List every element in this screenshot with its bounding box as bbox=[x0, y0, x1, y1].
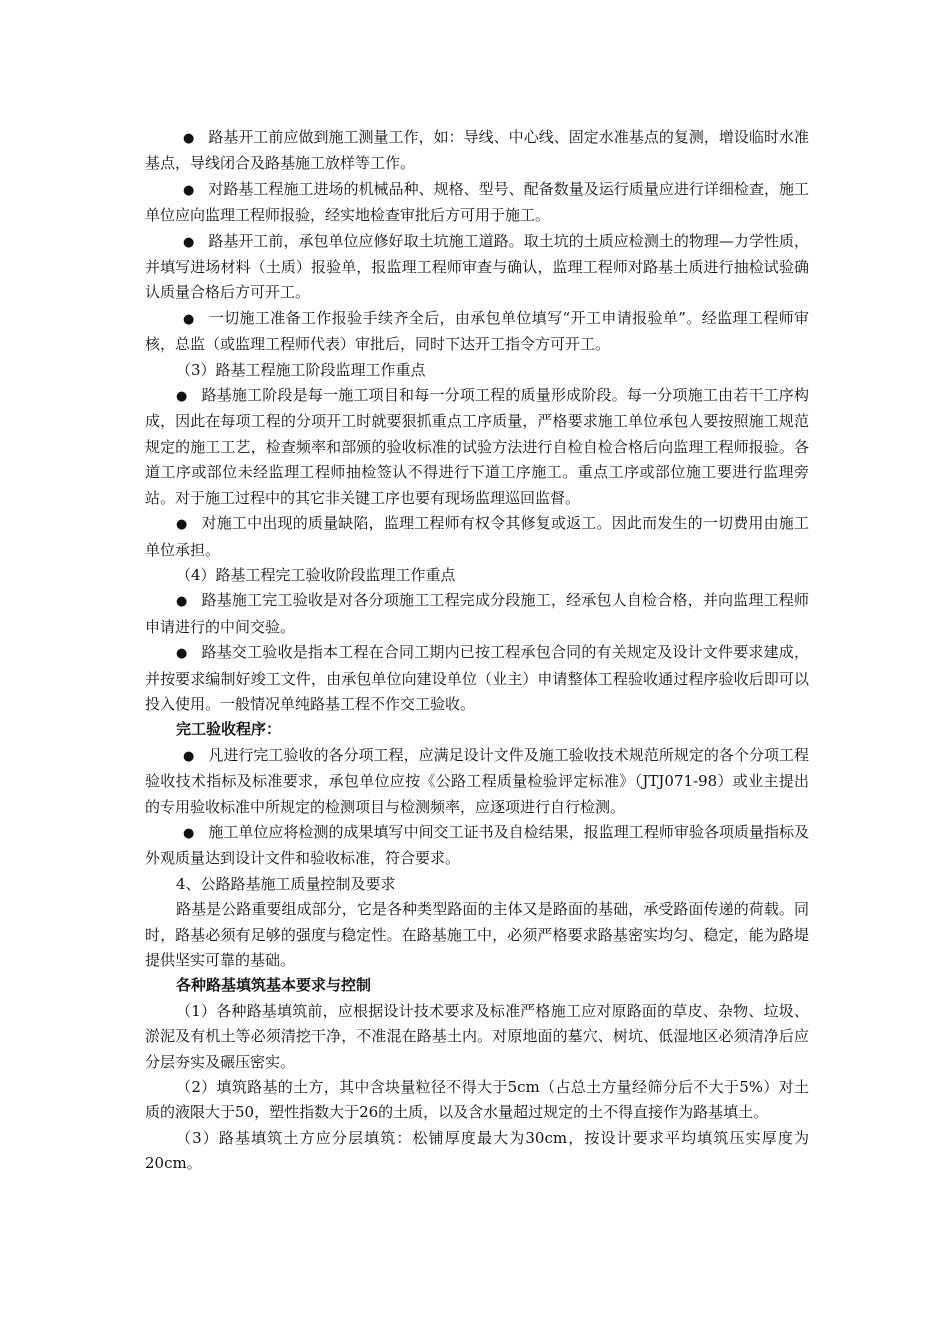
bullet-paragraph: ● 对路基工程施工进场的机械品种、规格、型号、配备数量及运行质量应进行详细检查，施工单位应向监理工程师报验，经实地检查审批后方可用于施工。 bbox=[145, 177, 809, 229]
bullet-paragraph: ● 施工单位应将检测的成果填写中间交工证书及自检结果，报监理工程师审验各项质量指标及外观质量达到设计文件和验收标准，符合要求。 bbox=[145, 820, 809, 872]
section-heading: 4、公路路基施工质量控制及要求 bbox=[176, 874, 396, 893]
section-heading: （4）路基工程完工验收阶段监理工作重点 bbox=[176, 565, 456, 584]
section-heading: （3）路基工程施工阶段监理工作重点 bbox=[176, 360, 426, 379]
document-page bbox=[145, 125, 809, 1177]
bullet-paragraph: ● 对施工中出现的质量缺陷，监理工程师有权令其修复或返工。因此而发生的一切费用由施工单位承担。 bbox=[145, 511, 809, 563]
body-paragraph: （3）路基填筑土方应分层填筑：松铺厚度最大为30cm，按设计要求平均填筑压实厚度为20cm。 bbox=[145, 1128, 809, 1173]
bullet-paragraph: ● 凡进行完工验收的各分项工程，应满足设计文件及施工验收技术规范所规定的各个分项工程验收技术指标及标准要求，承包单位应按《公路工程质量检验评定标准》（JTJ071-98）或业主提出的专用验收标准中所规定的检测项目与检测频率，应逐项进行自行检测。 bbox=[145, 743, 809, 820]
bullet-paragraph: ● 一切施工准备工作报验手续齐全后，由承包单位填写“开工申请报验单”。经监理工程师审核，总监（或监理工程师代表）审批后，同时下达开工指令方可开工。 bbox=[145, 306, 809, 358]
bullet-paragraph: ● 路基交工验收是指本工程在合同工期内已按工程承包合同的有关规定及设计文件要求建成，并按要求编制好竣工文件，由承包单位向建设单位（业主）申请整体工程验收通过程序验收后即可以投入使用。一般情况单纯路基工程不作交工验收。 bbox=[145, 640, 809, 717]
bullet-paragraph: ● 路基开工前应做到施工测量工作，如：导线、中心线、固定水准基点的复测，增设临时水准基点，导线闭合及路基施工放样等工作。 bbox=[145, 125, 809, 177]
bold-heading: 完工验收程序： bbox=[176, 720, 282, 739]
body-paragraph: （2）填筑路基的土方，其中含块量粒径不得大于5cm（占总土方量经筛分后不大于5%）对土质的液限大于50，塑性指数大于26的土质，以及含水量超过规定的土不得直接作为路基填土。 bbox=[145, 1078, 809, 1122]
body-paragraph: （1）各种路基填筑前，应根据设计技术要求及标准严格施工应对原路面的草皮、杂物、垃圾、淤泥及有机土等必须清挖干净，不准混在路基土内。对原地面的墓穴、树坑、低湿地区必须清净后应分层夯实及碾压密实。 bbox=[145, 1001, 809, 1071]
body-paragraph: 路基是公路重要组成部分，它是各种类型路面的主体又是路面的基础，承受路面传递的荷载。同时，路基必须有足够的强度与稳定性。在路基施工中，必须严格要求路基密实均匀、稳定，能为路堤提供坚实可靠的基础。 bbox=[145, 900, 809, 969]
bullet-paragraph: ● 路基施工阶段是每一施工项目和每一分项工程的质量形成阶段。每一分项施工由若干工序构成，因此在每项工程的分项开工时就要狠抓重点工序质量，严格要求施工单位承包人要按照施工规范规定的施工工艺，检查频率和部颁的验收标准的试验方法进行自检自检合格后向监理工程师报验。各道工序或部位未经监理工程师抽检签认不得进行下道工序施工。重点工序或部位施工要进行监理旁站。对于施工过程中的其它非关键工序也要有现场监理巡回监督。 bbox=[145, 383, 809, 511]
bullet-paragraph: ● 路基开工前，承包单位应修好取土坑施工道路。取土坑的土质应检测土的物理—力学性质，并填写进场材料（土质）报验单，报监理工程师审查与确认，监理工程师对路基土质进行抽检试验确认质量合格后方可开工。 bbox=[145, 229, 809, 306]
bold-heading: 各种路基填筑基本要求与控制 bbox=[176, 976, 372, 995]
bullet-paragraph: ● 路基施工完工验收是对各分项施工工程完成分段施工，经承包人自检合格，并向监理工程师申请进行的中间交验。 bbox=[145, 588, 809, 640]
